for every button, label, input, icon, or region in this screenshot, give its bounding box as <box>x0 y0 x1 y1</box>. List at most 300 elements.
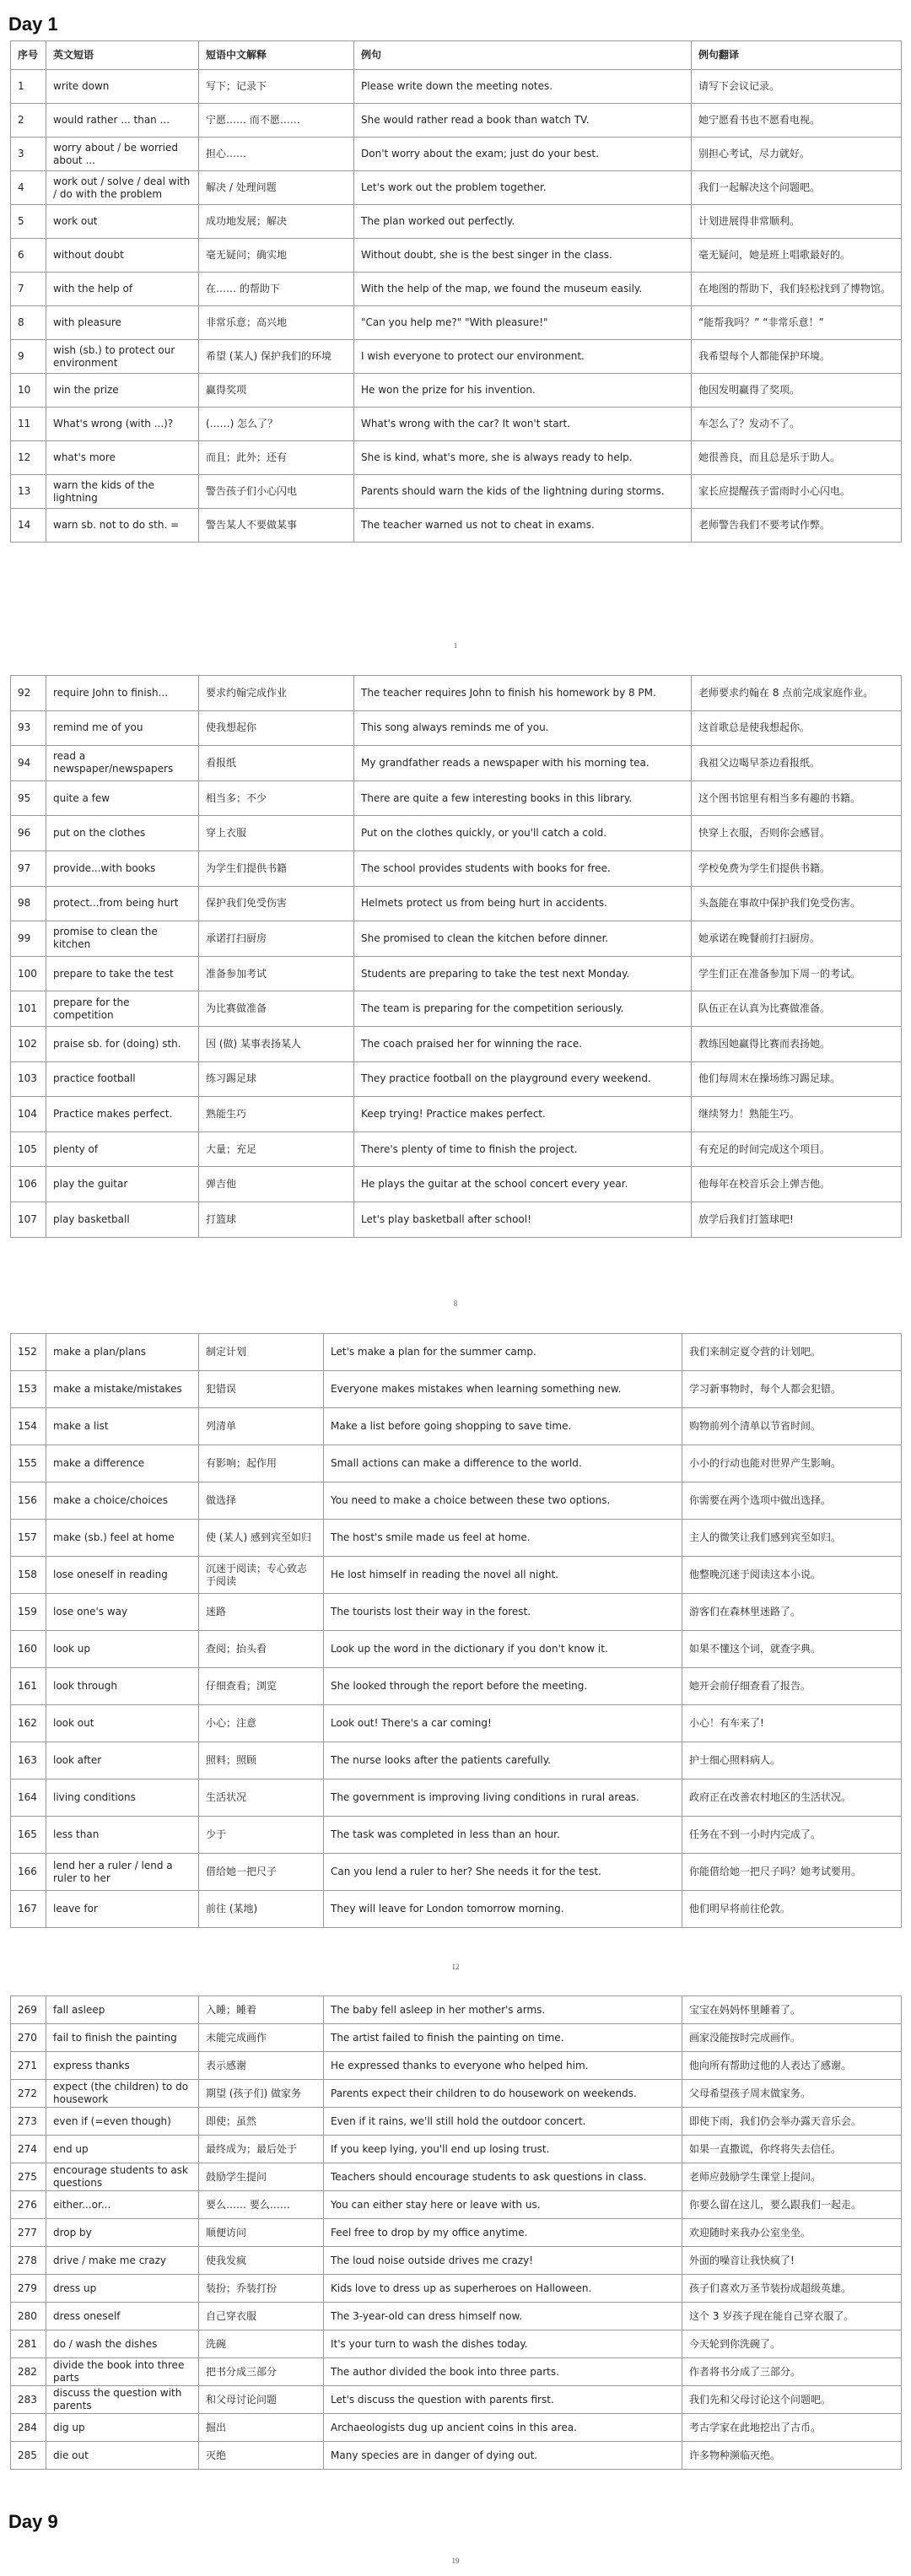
cell-translation: 即使下雨，我们仍会举办露天音乐会。 <box>682 2108 902 2136</box>
cell-example: Let's make a plan for the summer camp. <box>324 1334 682 1371</box>
table-row <box>11 886 902 921</box>
table-row <box>11 2442 902 2470</box>
table-row <box>11 921 902 957</box>
cell-no: 280 <box>11 2303 46 2330</box>
header-meaning: 短语中文解释 <box>199 41 354 70</box>
cell-translation: 有充足的时间完成这个项目。 <box>692 1131 902 1167</box>
cell-meaning: 宁愿…… 而不愿…… <box>199 104 354 138</box>
cell-no: 164 <box>11 1779 46 1817</box>
cell-translation: 父母希望孩子周末做家务。 <box>682 2080 902 2108</box>
table-row <box>11 273 902 306</box>
cell-meaning: 少于 <box>199 1817 324 1854</box>
cell-no: 101 <box>11 991 46 1027</box>
cell-no: 104 <box>11 1097 46 1132</box>
cell-example: Please write down the meeting notes. <box>354 70 692 104</box>
cell-example: The tourists lost their way in the forest. <box>324 1594 682 1631</box>
cell-phrase: without doubt <box>46 239 199 273</box>
cell-meaning: 照料；照顾 <box>199 1742 324 1779</box>
cell-meaning: 弹吉他 <box>199 1167 354 1202</box>
cell-translation: 画家没能按时完成画作。 <box>682 2024 902 2052</box>
cell-translation: 快穿上衣服，否则你会感冒。 <box>692 816 902 851</box>
cell-no: 271 <box>11 2052 46 2080</box>
cell-no: 106 <box>11 1167 46 1202</box>
cell-meaning: 警告孩子们小心闪电 <box>199 475 354 509</box>
table-row <box>11 816 902 851</box>
cell-phrase: less than <box>46 1817 199 1854</box>
cell-no: 284 <box>11 2414 46 2442</box>
cell-phrase: drive / make me crazy <box>46 2247 199 2275</box>
cell-translation: 作者将书分成了三部分。 <box>682 2358 902 2386</box>
cell-no: 285 <box>11 2442 46 2470</box>
cell-example: Archaeologists dug up ancient coins in this area. <box>324 2414 682 2442</box>
cell-translation: 小小的行动也能对世界产生影响。 <box>682 1445 902 1482</box>
cell-example: If you keep lying, you'll end up losing trust. <box>324 2136 682 2163</box>
vocab-table-3 <box>10 1333 902 1928</box>
cell-phrase: make a choice/choices <box>46 1482 199 1520</box>
cell-meaning: 洗碗 <box>199 2330 324 2358</box>
cell-no: 92 <box>11 676 46 711</box>
cell-meaning: 借给她一把尺子 <box>199 1854 324 1891</box>
cell-meaning: 未能完成画作 <box>199 2024 324 2052</box>
cell-example: The task was completed in less than an hour. <box>324 1817 682 1854</box>
cell-meaning: 掘出 <box>199 2414 324 2442</box>
cell-meaning: 生活状况 <box>199 1779 324 1817</box>
cell-example: Don't worry about the exam; just do your best. <box>354 138 692 171</box>
cell-no: 7 <box>11 273 46 306</box>
cell-translation: 你需要在两个选项中做出选择。 <box>682 1482 902 1520</box>
cell-translation: 毫无疑问，她是班上唱歌最好的。 <box>692 239 902 273</box>
cell-meaning: 最终成为；最后处于 <box>199 2136 324 2163</box>
cell-translation: 欢迎随时来我办公室坐坐。 <box>682 2219 902 2247</box>
cell-phrase: would rather ... than ... <box>46 104 199 138</box>
table-row <box>11 306 902 340</box>
cell-meaning: 前往 (某地) <box>199 1891 324 1928</box>
cell-no: 282 <box>11 2358 46 2386</box>
cell-no: 153 <box>11 1371 46 1408</box>
table-row <box>11 2136 902 2163</box>
cell-example: She is kind, what's more, she is always ready to help. <box>354 441 692 475</box>
table-row <box>11 1202 902 1237</box>
header-no: 序号 <box>11 41 46 70</box>
cell-translation: 计划进展得非常顺利。 <box>692 205 902 239</box>
table-row <box>11 780 902 816</box>
cell-translation: 许多物种濒临灭绝。 <box>682 2442 902 2470</box>
cell-phrase: express thanks <box>46 2052 199 2080</box>
cell-translation: 你要么留在这儿，要么跟我们一起走。 <box>682 2191 902 2219</box>
cell-meaning: 顺便访问 <box>199 2219 324 2247</box>
cell-translation: 宝宝在妈妈怀里睡着了。 <box>682 1996 902 2024</box>
table-row <box>11 1891 902 1928</box>
cell-meaning: 使 (某人) 感到宾至如归 <box>199 1520 324 1557</box>
cell-phrase: dress up <box>46 2275 199 2303</box>
cell-phrase: write down <box>46 70 199 104</box>
cell-example: They will leave for London tomorrow morning. <box>324 1891 682 1928</box>
table-row <box>11 2191 902 2219</box>
table-row <box>11 2303 902 2330</box>
cell-phrase: make a plan/plans <box>46 1334 199 1371</box>
cell-example: Teachers should encourage students to ask questions in class. <box>324 2163 682 2191</box>
cell-phrase: look through <box>46 1668 199 1705</box>
cell-translation: 我祖父边喝早茶边看报纸。 <box>692 746 902 781</box>
cell-meaning: 列清单 <box>199 1408 324 1445</box>
table-row <box>11 1631 902 1668</box>
table-row <box>11 2386 902 2414</box>
cell-no: 10 <box>11 374 46 408</box>
cell-phrase: expect (the children) to do housework <box>46 2080 199 2108</box>
cell-example: The author divided the book into three parts. <box>324 2358 682 2386</box>
cell-meaning: 和父母讨论问题 <box>199 2386 324 2414</box>
cell-translation: 他们每周末在操场练习踢足球。 <box>692 1061 902 1097</box>
cell-no: 98 <box>11 886 46 921</box>
cell-phrase: make a mistake/mistakes <box>46 1371 199 1408</box>
cell-phrase: worry about / be worried about ... <box>46 138 199 171</box>
page-number: 19 <box>451 2557 460 2565</box>
cell-example: She would rather read a book than watch TV. <box>354 104 692 138</box>
cell-meaning: 在…… 的帮助下 <box>199 273 354 306</box>
cell-phrase: provide...with books <box>46 851 199 886</box>
cell-no: 9 <box>11 340 46 374</box>
cell-phrase: make (sb.) feel at home <box>46 1520 199 1557</box>
cell-translation: 我们先和父母讨论这个问题吧。 <box>682 2386 902 2414</box>
cell-translation: 她很善良，而且总是乐于助人。 <box>692 441 902 475</box>
cell-phrase: read a newspaper/newspapers <box>46 746 199 781</box>
cell-phrase: lose oneself in reading <box>46 1557 199 1594</box>
cell-meaning: 保护我们免受伤害 <box>199 886 354 921</box>
cell-translation: 她宁愿看书也不愿看电视。 <box>692 104 902 138</box>
cell-phrase: praise sb. for (doing) sth. <box>46 1026 199 1061</box>
cell-phrase: prepare for the competition <box>46 991 199 1027</box>
cell-phrase: protect...from being hurt <box>46 886 199 921</box>
cell-meaning: 毫无疑问；确实地 <box>199 239 354 273</box>
cell-phrase: warn sb. not to do sth. = <box>46 509 199 543</box>
cell-example: "Can you help me?" "With pleasure!" <box>354 306 692 340</box>
cell-meaning: 而且；此外；还有 <box>199 441 354 475</box>
cell-translation: 请写下会议记录。 <box>692 70 902 104</box>
cell-translation: 这个图书馆里有相当多有趣的书籍。 <box>692 780 902 816</box>
cell-translation: 学校免费为学生们提供书籍。 <box>692 851 902 886</box>
cell-phrase: What's wrong (with ...)? <box>46 408 199 441</box>
cell-phrase: require John to finish... <box>46 676 199 711</box>
cell-translation: 头盔能在事故中保护我们免受伤害。 <box>692 886 902 921</box>
cell-meaning: 承诺打扫厨房 <box>199 921 354 957</box>
table-row <box>11 2275 902 2303</box>
cell-no: 270 <box>11 2024 46 2052</box>
cell-translation: 政府正在改善农村地区的生活状况。 <box>682 1779 902 1817</box>
table-row <box>11 1061 902 1097</box>
cell-example: Make a list before going shopping to save time. <box>324 1408 682 1445</box>
cell-example: You need to make a choice between these two options. <box>324 1482 682 1520</box>
cell-example: Look up the word in the dictionary if you don't know it. <box>324 1631 682 1668</box>
cell-example: Keep trying! Practice makes perfect. <box>354 1097 692 1132</box>
cell-phrase: encourage students to ask questions <box>46 2163 199 2191</box>
cell-example: She promised to clean the kitchen before dinner. <box>354 921 692 957</box>
cell-phrase: either...or... <box>46 2191 199 2219</box>
cell-meaning: 要么…… 要么…… <box>199 2191 324 2219</box>
header-example: 例句 <box>354 41 692 70</box>
table-row <box>11 1817 902 1854</box>
table-row <box>11 1996 902 2024</box>
cell-meaning: 制定计划 <box>199 1334 324 1371</box>
cell-no: 8 <box>11 306 46 340</box>
cell-phrase: even if (=even though) <box>46 2108 199 2136</box>
cell-no: 167 <box>11 1891 46 1928</box>
vocab-table-day1 <box>10 41 902 543</box>
table-row <box>11 374 902 408</box>
cell-translation: 考古学家在此地挖出了古币。 <box>682 2414 902 2442</box>
cell-phrase: divide the book into three parts <box>46 2358 199 2386</box>
table-row <box>11 340 902 374</box>
cell-meaning: 打篮球 <box>199 1202 354 1237</box>
cell-meaning: 准备参加考试 <box>199 956 354 991</box>
cell-example: He lost himself in reading the novel all night. <box>324 1557 682 1594</box>
cell-example: She looked through the report before the meeting. <box>324 1668 682 1705</box>
table-row <box>11 1445 902 1482</box>
cell-example: The school provides students with books for free. <box>354 851 692 886</box>
cell-meaning: 入睡；睡着 <box>199 1996 324 2024</box>
cell-phrase: with pleasure <box>46 306 199 340</box>
cell-meaning: 查阅；抬头看 <box>199 1631 324 1668</box>
cell-phrase: look up <box>46 1631 199 1668</box>
cell-no: 272 <box>11 2080 46 2108</box>
page-number: 12 <box>451 1963 460 1971</box>
table-row <box>11 205 902 239</box>
cell-example: The 3-year-old can dress himself now. <box>324 2303 682 2330</box>
cell-meaning: 非常乐意；高兴地 <box>199 306 354 340</box>
cell-phrase: lose one's way <box>46 1594 199 1631</box>
cell-example: They practice football on the playground every weekend. <box>354 1061 692 1097</box>
cell-no: 165 <box>11 1817 46 1854</box>
table-row <box>11 1668 902 1705</box>
cell-translation: 我希望每个人都能保护环境。 <box>692 340 902 374</box>
cell-example: Everyone makes mistakes when learning something new. <box>324 1371 682 1408</box>
cell-translation: 你能借给她一把尺子吗？她考试要用。 <box>682 1854 902 1891</box>
table-row <box>11 710 902 746</box>
header-translation: 例句翻译 <box>692 41 902 70</box>
day-9-heading: Day 9 <box>8 2511 58 2532</box>
cell-no: 95 <box>11 780 46 816</box>
cell-example: Small actions can make a difference to the world. <box>324 1445 682 1482</box>
cell-translation: 她开会前仔细查看了报告。 <box>682 1668 902 1705</box>
cell-meaning: 大量；充足 <box>199 1131 354 1167</box>
cell-phrase: play basketball <box>46 1202 199 1237</box>
cell-no: 275 <box>11 2163 46 2191</box>
cell-example: Let's discuss the question with parents first. <box>324 2386 682 2414</box>
table-row <box>11 475 902 509</box>
cell-no: 273 <box>11 2108 46 2136</box>
cell-example: My grandfather reads a newspaper with his morning tea. <box>354 746 692 781</box>
cell-example: The coach praised her for winning the race. <box>354 1026 692 1061</box>
cell-example: It's your turn to wash the dishes today. <box>324 2330 682 2358</box>
table-row <box>11 441 902 475</box>
cell-example: This song always reminds me of you. <box>354 710 692 746</box>
cell-meaning: 自己穿衣服 <box>199 2303 324 2330</box>
cell-meaning: 迷路 <box>199 1594 324 1631</box>
cell-phrase: living conditions <box>46 1779 199 1817</box>
table-row <box>11 70 902 104</box>
table-row <box>11 2358 902 2386</box>
cell-meaning: 成功地发展；解决 <box>199 205 354 239</box>
cell-meaning: 为学生们提供书籍 <box>199 851 354 886</box>
table-row <box>11 956 902 991</box>
cell-example: Can you lend a ruler to her? She needs it for the test. <box>324 1854 682 1891</box>
cell-translation: 我们来制定夏令营的计划吧。 <box>682 1334 902 1371</box>
table-row <box>11 676 902 711</box>
cell-no: 276 <box>11 2191 46 2219</box>
table-row <box>11 171 902 205</box>
cell-meaning: 犯错误 <box>199 1371 324 1408</box>
cell-example: There are quite a few interesting books in this library. <box>354 780 692 816</box>
cell-phrase: put on the clothes <box>46 816 199 851</box>
table-row <box>11 1131 902 1167</box>
cell-phrase: make a difference <box>46 1445 199 1482</box>
cell-meaning: 有影响；起作用 <box>199 1445 324 1482</box>
cell-translation: 购物前列个清单以节省时间。 <box>682 1408 902 1445</box>
cell-translation: 别担心考试，尽力就好。 <box>692 138 902 171</box>
cell-phrase: practice football <box>46 1061 199 1097</box>
cell-example: Kids love to dress up as superheroes on Halloween. <box>324 2275 682 2303</box>
cell-phrase: end up <box>46 2136 199 2163</box>
cell-meaning: 沉迷于阅读；专心致志于阅读 <box>199 1557 324 1594</box>
table-row <box>11 2052 902 2080</box>
cell-translation: 他每年在校音乐会上弹吉他。 <box>692 1167 902 1202</box>
table-row <box>11 746 902 781</box>
cell-example: The teacher warned us not to cheat in exams. <box>354 509 692 543</box>
cell-no: 157 <box>11 1520 46 1557</box>
cell-meaning: 看报纸 <box>199 746 354 781</box>
cell-phrase: promise to clean the kitchen <box>46 921 199 957</box>
cell-phrase: work out / solve / deal with / do with the problem <box>46 171 199 205</box>
cell-meaning: 期望 (孩子们) 做家务 <box>199 2080 324 2108</box>
cell-example: Parents should warn the kids of the lightning during storms. <box>354 475 692 509</box>
cell-no: 105 <box>11 1131 46 1167</box>
table-row <box>11 1742 902 1779</box>
table-row <box>11 2414 902 2442</box>
table-row <box>11 1520 902 1557</box>
table-row <box>11 991 902 1027</box>
page-number: 1 <box>453 641 458 650</box>
cell-no: 6 <box>11 239 46 273</box>
cell-example: Let's play basketball after school! <box>354 1202 692 1237</box>
cell-no: 152 <box>11 1334 46 1371</box>
table-row <box>11 2024 902 2052</box>
cell-phrase: with the help of <box>46 273 199 306</box>
cell-example: The team is preparing for the competition seriously. <box>354 991 692 1027</box>
cell-no: 160 <box>11 1631 46 1668</box>
cell-phrase: dig up <box>46 2414 199 2442</box>
table-row <box>11 239 902 273</box>
cell-meaning: 做选择 <box>199 1482 324 1520</box>
cell-example: He plays the guitar at the school concert every year. <box>354 1167 692 1202</box>
cell-no: 103 <box>11 1061 46 1097</box>
cell-no: 4 <box>11 171 46 205</box>
cell-no: 93 <box>11 710 46 746</box>
cell-translation: 放学后我们打篮球吧! <box>692 1202 902 1237</box>
cell-meaning: 为比赛做准备 <box>199 991 354 1027</box>
cell-no: 96 <box>11 816 46 851</box>
vocab-table-4 <box>10 1995 902 2470</box>
cell-no: 278 <box>11 2247 46 2275</box>
cell-example: What's wrong with the car? It won't start. <box>354 408 692 441</box>
cell-no: 14 <box>11 509 46 543</box>
cell-example: Helmets protect us from being hurt in accidents. <box>354 886 692 921</box>
table-row <box>11 851 902 886</box>
cell-no: 156 <box>11 1482 46 1520</box>
cell-translation: 老师警告我们不要考试作弊。 <box>692 509 902 543</box>
cell-phrase: lend her a ruler / lend a ruler to her <box>46 1854 199 1891</box>
cell-translation: 教练因她赢得比赛而表扬她。 <box>692 1026 902 1061</box>
cell-no: 269 <box>11 1996 46 2024</box>
cell-phrase: fail to finish the painting <box>46 2024 199 2052</box>
cell-meaning: 练习踢足球 <box>199 1061 354 1097</box>
vocab-table-2 <box>10 675 902 1238</box>
cell-meaning: 装扮；乔装打扮 <box>199 2275 324 2303</box>
cell-phrase: Practice makes perfect. <box>46 1097 199 1132</box>
cell-no: 155 <box>11 1445 46 1482</box>
cell-translation: 他因发明赢得了奖项。 <box>692 374 902 408</box>
cell-no: 163 <box>11 1742 46 1779</box>
cell-translation: 队伍正在认真为比赛做准备。 <box>692 991 902 1027</box>
cell-no: 13 <box>11 475 46 509</box>
cell-translation: 他们明早将前往伦敦。 <box>682 1891 902 1928</box>
cell-example: There's plenty of time to finish the project. <box>354 1131 692 1167</box>
cell-translation: “能帮我吗？” “非常乐意！” <box>692 306 902 340</box>
table-row <box>11 104 902 138</box>
cell-meaning: 灭绝 <box>199 2442 324 2470</box>
cell-phrase: play the guitar <box>46 1167 199 1202</box>
cell-no: 12 <box>11 441 46 475</box>
table-row <box>11 1408 902 1445</box>
cell-translation: 小心！有车来了! <box>682 1705 902 1742</box>
cell-example: Parents expect their children to do housework on weekends. <box>324 2080 682 2108</box>
page-number: 8 <box>453 1299 458 1308</box>
cell-translation: 老师应鼓励学生课堂上提问。 <box>682 2163 902 2191</box>
cell-phrase: dress oneself <box>46 2303 199 2330</box>
cell-phrase: warn the kids of the lightning <box>46 475 199 509</box>
cell-meaning: 相当多；不少 <box>199 780 354 816</box>
table-row <box>11 1167 902 1202</box>
cell-meaning: 解决 / 处理问题 <box>199 171 354 205</box>
table-row <box>11 1854 902 1891</box>
cell-translation: 外面的噪音让我快疯了! <box>682 2247 902 2275</box>
cell-translation: 主人的微笑让我们感到宾至如归。 <box>682 1520 902 1557</box>
cell-no: 99 <box>11 921 46 957</box>
cell-translation: 今天轮到你洗碗了。 <box>682 2330 902 2358</box>
table-row <box>11 1779 902 1817</box>
table-row <box>11 2247 902 2275</box>
cell-meaning: 表示感谢 <box>199 2052 324 2080</box>
cell-no: 102 <box>11 1026 46 1061</box>
cell-translation: 在地图的帮助下，我们轻松找到了博物馆。 <box>692 273 902 306</box>
cell-no: 274 <box>11 2136 46 2163</box>
cell-meaning: (……) 怎么了？ <box>199 408 354 441</box>
cell-translation: 他向所有帮助过他的人表达了感谢。 <box>682 2052 902 2080</box>
cell-no: 161 <box>11 1668 46 1705</box>
table-row <box>11 2080 902 2108</box>
cell-no: 2 <box>11 104 46 138</box>
cell-translation: 学习新事物时，每个人都会犯错。 <box>682 1371 902 1408</box>
cell-example: The teacher requires John to finish his homework by 8 PM. <box>354 676 692 711</box>
cell-phrase: quite a few <box>46 780 199 816</box>
table-header <box>11 41 902 70</box>
header-phrase: 英文短语 <box>46 41 199 70</box>
cell-no: 5 <box>11 205 46 239</box>
cell-translation: 车怎么了？发动不了。 <box>692 408 902 441</box>
cell-no: 162 <box>11 1705 46 1742</box>
cell-meaning: 希望 (某人) 保护我们的环境 <box>199 340 354 374</box>
cell-translation: 老师要求约翰在 8 点前完成家庭作业。 <box>692 676 902 711</box>
cell-meaning: 写下；记录下 <box>199 70 354 104</box>
cell-no: 154 <box>11 1408 46 1445</box>
